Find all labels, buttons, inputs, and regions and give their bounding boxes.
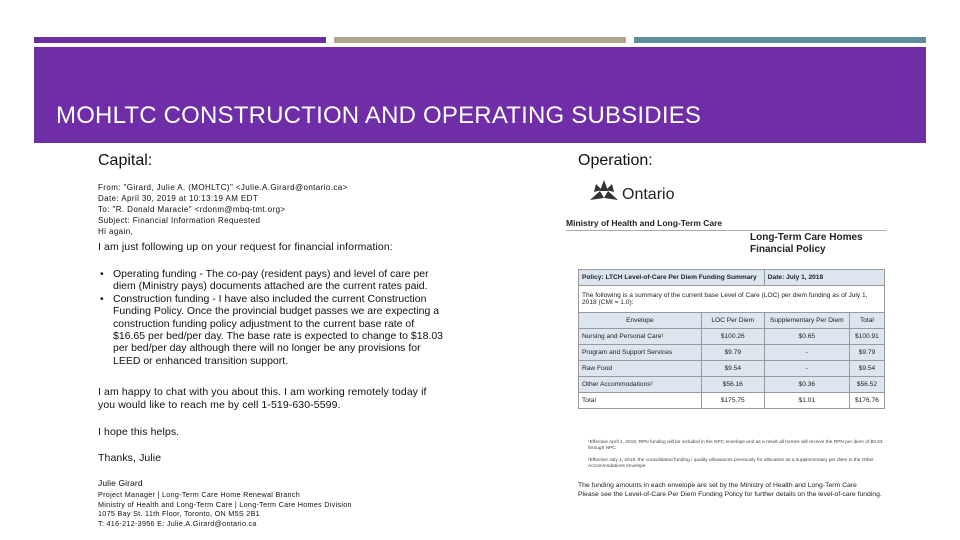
table-cell: $9.54 bbox=[701, 361, 764, 377]
email-date: Date: April 30, 2019 at 10:13:19 AM EDT bbox=[98, 194, 259, 203]
email-to: To: "R. Donald Maracle" <rdonm@mbq-tmt.org> bbox=[98, 205, 286, 214]
table-row bbox=[579, 393, 885, 409]
table-cell: Raw Food bbox=[579, 361, 702, 377]
slide-title: MOHLTC CONSTRUCTION AND OPERATING SUBSIDIES bbox=[56, 102, 702, 129]
table-header: Total bbox=[849, 313, 884, 329]
table-cell: Program and Support Services bbox=[579, 345, 702, 361]
table-cell: $1.01 bbox=[764, 393, 849, 409]
table-cell: $175.75 bbox=[701, 393, 764, 409]
table-cell: Total bbox=[579, 393, 702, 409]
capital-heading: Capital: bbox=[98, 152, 153, 169]
email-subject: Subject: Financial Information Requested bbox=[98, 216, 261, 225]
email-from: From: "Girard, Julie A. (MOHLTC)" <Julie.A.Girard@ontario.ca> bbox=[98, 183, 348, 192]
table-cell: $56.16 bbox=[701, 377, 764, 393]
table-cell: $9.79 bbox=[701, 345, 764, 361]
list-item-construction-funding: • Construction funding - I have also included the current Construction Funding Policy. Once the provincial budget passes we are expecting a construction funding policy adjustment to the current base rate of $16.65 per bed/per day. The base rate is expected to change to $18.03 per bed/per day although there will no longer be any provisions for LEED or enhanced transition support. bbox=[98, 293, 448, 367]
table-cell: $0.36 bbox=[764, 377, 849, 393]
email-signature bbox=[98, 490, 352, 528]
table-cell: - bbox=[764, 361, 849, 377]
table-cell: $9.79 bbox=[849, 345, 884, 361]
accent-bar-purple bbox=[34, 37, 326, 43]
ontario-logo bbox=[582, 174, 692, 210]
ministry-name: Ministry of Health and Long-Term Care bbox=[566, 218, 723, 228]
table-row bbox=[579, 361, 885, 377]
per-diem-table bbox=[578, 269, 885, 409]
accent-bar-tan bbox=[334, 37, 626, 43]
funding-bullet-list bbox=[98, 268, 448, 367]
table-row bbox=[579, 345, 885, 361]
policy-document-image bbox=[566, 170, 886, 515]
table-cell: $176.76 bbox=[849, 393, 884, 409]
operation-heading: Operation: bbox=[578, 152, 653, 169]
policy-title bbox=[750, 232, 863, 256]
table-header: Envelope bbox=[579, 313, 702, 329]
table-header: LOC Per Diem bbox=[701, 313, 764, 329]
table-row bbox=[579, 270, 885, 286]
table-cell: - bbox=[764, 345, 849, 361]
table-cell: Other Accommodations² bbox=[579, 377, 702, 393]
signature-role: Project Manager | Long-Term Care Home Renewal Branch bbox=[98, 490, 301, 499]
signature-address: 1075 Bay St. 11th Floor, Toronto, ON M5S 2B1 bbox=[98, 509, 260, 518]
policy-date: Date: July 1, 2018 bbox=[764, 270, 884, 286]
email-thanks: Thanks, Julie bbox=[98, 452, 162, 464]
policy-label: Policy: LTCH Level-of-Care Per Diem Funding Summary bbox=[579, 270, 765, 286]
table-cell: Nursing and Personal Care¹ bbox=[579, 329, 702, 345]
email-hope: I hope this helps. bbox=[98, 426, 180, 438]
table-row bbox=[579, 329, 885, 345]
table-cell: $100.26 bbox=[701, 329, 764, 345]
table-row bbox=[579, 286, 885, 313]
accent-bar-teal bbox=[634, 37, 926, 43]
footnote-2: ²Effective July 1, 2018, the consolidated funding / quality allowances previously for allocation as a supplementary per diem in the Other Accommodations envelope bbox=[588, 458, 874, 469]
list-item-operating-funding: • Operating funding - The co-pay (resident pays) and level of care per diem (Ministry pays) documents attached are the current rates paid. bbox=[98, 268, 448, 293]
table-header: Supplementary Per Diem bbox=[764, 313, 849, 329]
table-row bbox=[579, 377, 885, 393]
table-header-row bbox=[579, 313, 885, 329]
signature-ministry: Ministry of Health and Long-Term Care | Long-Term Care Homes Division bbox=[98, 499, 352, 509]
policy-summary: The following is a summary of the current base Level of Care (LOC) per diem funding as of July 1, 2018 (CMI = 1.0): bbox=[579, 286, 885, 313]
logo-text: Ontario bbox=[622, 186, 675, 203]
footer-line-2: Please see the Level-of-Care Per Diem Funding Policy for further details on the level-of-care funding. bbox=[578, 490, 882, 498]
header-divider bbox=[566, 230, 886, 231]
table-cell: $100.91 bbox=[849, 329, 884, 345]
table-cell: $9.54 bbox=[849, 361, 884, 377]
table-cell: $0.65 bbox=[764, 329, 849, 345]
email-greeting: Hi again, bbox=[98, 227, 134, 236]
email-happy-paragraph: I am happy to chat with you about this. I am working remotely today if you would like to reach me by cell 1-519-630-5599. bbox=[98, 386, 427, 411]
trillium-icon bbox=[582, 174, 692, 210]
footnote-1: ¹Effective April 1, 2018, RPN funding will be included in the NPC envelope and as a result all homes will receive the RPN per diem of $0.53 through NPC bbox=[588, 440, 883, 451]
title-banner bbox=[34, 47, 926, 143]
table-footnotes bbox=[588, 440, 884, 476]
policy-title-line2: Financial Policy bbox=[750, 244, 826, 255]
table-cell: $56.52 bbox=[849, 377, 884, 393]
signature-contact: T: 416-212-3956 E: Julie.A.Girard@ontario.ca bbox=[98, 518, 257, 528]
email-header bbox=[98, 182, 348, 237]
document-footer bbox=[578, 482, 885, 499]
signature-name: Julie Girard bbox=[98, 478, 143, 488]
footer-line-1: The funding amounts in each envelope are set by the Ministry of Health and Long-Term Care bbox=[578, 482, 857, 489]
policy-title-line1: Long-Term Care Homes bbox=[750, 232, 863, 243]
email-intro: I am just following up on your request for financial information: bbox=[98, 241, 393, 253]
